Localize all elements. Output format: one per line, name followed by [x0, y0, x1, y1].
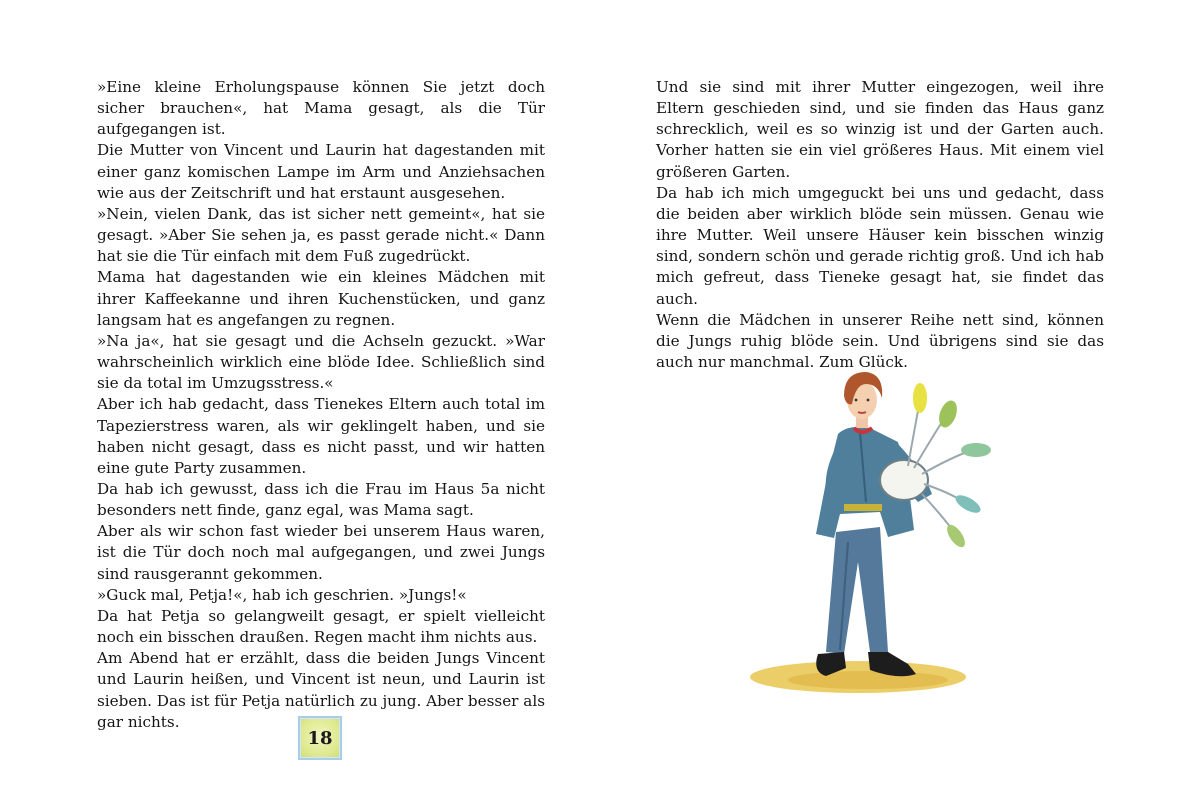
paragraph: Da hab ich gewusst, dass ich die Frau im Haus 5a nicht besonders nett finde, ganz egal, was Mama sagt.: [97, 479, 545, 520]
paragraph: Da hab ich mich umgeguckt bei uns und gedacht, dass die beiden aber wirklich blöde sein müssen. Genau wie ihre Mutter. Weil unsere Häuser kein bisschen winzig sind, sondern schön und gerade richtig groß. Und ich hab mich gefreut, dass Tieneke gesagt hat, sie findet das auch.: [656, 183, 1104, 308]
paragraph: »Nein, vielen Dank, das ist sicher nett gemeint«, hat sie gesagt. »Aber Sie sehen ja, es passt gerade nicht.« Dann hat sie die Tür einfach mit dem Fuß zugedrückt.: [97, 204, 545, 266]
paragraph: »Eine kleine Erholungspause können Sie jetzt doch sicher brauchen«, hat Mama gesagt, als die Tür aufgegangen ist.: [97, 78, 545, 139]
page-number: 18: [307, 727, 333, 749]
paragraph: Aber ich hab gedacht, dass Tienekes Eltern auch total im Tapezierstress waren, als wir geklingelt haben, und sie haben nicht gesagt, dass es nicht passt, und wir hatten eine gute Party zusammen.: [97, 395, 545, 477]
paragraph: »Guck mal, Petja!«, hab ich geschrien. »Jungs!«: [97, 585, 467, 604]
paragraph: Und sie sind mit ihrer Mutter eingezogen, weil ihre Eltern geschieden sind, und sie finden das Haus ganz schrecklich, weil es so winzig ist und der Garten auch. Vorher hatten sie ein viel größeres Haus. Mit einem viel größeren Garten.: [656, 78, 1104, 181]
paragraph: Am Abend hat er erzählt, dass die beiden Jungs Vincent und Laurin heißen, und Vincent ist neun, und Laurin ist sieben. Das ist für Petja natürlich zu jung. Aber besser als gar nichts.: [97, 649, 545, 731]
lamp-globe: [880, 460, 928, 500]
paragraph: Wenn die Mädchen in unserer Reihe nett sind, können die Jungs ruhig blöde sein. Und übrigens sind sie das auch nur manchmal. Zum Glück.: [656, 310, 1104, 372]
trousers: [826, 527, 888, 654]
paragraph: Mama hat dagestanden wie ein kleines Mädchen mit ihrer Kaffeekanne und ihren Kuchenstücken, und ganz langsam hat es angefangen zu regnen.: [97, 268, 545, 329]
paragraph: Die Mutter von Vincent und Laurin hat dagestanden mit einer ganz komischen Lampe im Arm und Anziehsachen wie aus der Zeitschrift und hat erstaunt ausgesehen.: [97, 141, 545, 202]
woman-with-lamp-illustration: [748, 362, 998, 702]
left-text-column: [97, 77, 545, 733]
page-number-badge: [298, 716, 342, 760]
right-text-column: [656, 77, 1104, 373]
paragraph: Aber als wir schon fast wieder bei unserem Haus waren, ist die Tür doch noch mal aufgegangen, und zwei Jungs sind rausgerannt gekommen.: [97, 522, 545, 583]
paragraph: Da hat Petja so gelangweilt gesagt, er spielt vielleicht noch ein bisschen draußen. Regen macht ihm nichts aus.: [97, 606, 545, 647]
paragraph: »Na ja«, hat sie gesagt und die Achseln gezuckt. »War wahrscheinlich wirklich eine blöde Idee. Schließlich sind sie da total im Umzugsstress.«: [97, 331, 545, 393]
